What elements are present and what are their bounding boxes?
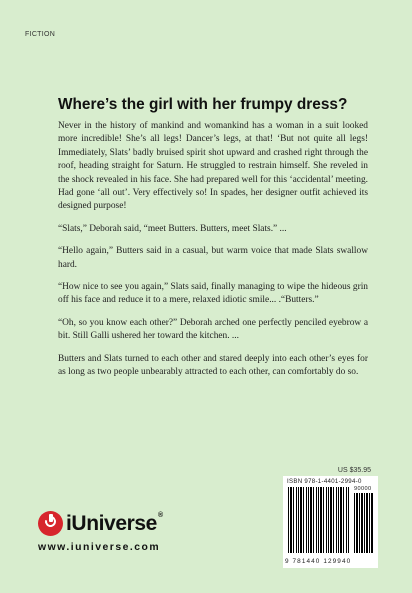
- barcode: [283, 476, 378, 568]
- barcode-addon-bars: [354, 493, 374, 553]
- publisher-name: iUniverse®: [66, 511, 163, 535]
- barcode-bars: [288, 487, 350, 553]
- isbn-text: ISBN 978-1-4401-2994-0: [287, 478, 362, 485]
- publisher-logo: [38, 511, 163, 536]
- price-label: US $35.95: [337, 467, 371, 474]
- headline: Where’s the girl with her frumpy dress?: [58, 96, 348, 113]
- barcode-addon-number: 90000: [354, 486, 372, 492]
- blurb: [58, 120, 368, 389]
- blurb-paragraph: Never in the history of mankind and womankind has a woman in a suit looked more incredible! She’s all legs! Dancer’s legs, at that! ‘But not quite all legs! Immediately, Slats’ badly bruised spirit shot upward and crashed right through the roof, heading straight for Saturn. He struggled to restrain himself. She reveled in the shock revealed in his face. She had prepared well for this ‘accidental’ meeting. Had gone ‘all out’. Very effectively so! In spades, her designer outfit achieved its designed purpose!: [58, 121, 368, 212]
- blurb-paragraph: “Slats,” Deborah said, “meet Butters. Butters, meet Slats.” ...: [58, 223, 287, 234]
- blurb-paragraph: “Hello again,” Butters said in a casual, but warm voice that made Slats swallow hard.: [58, 246, 368, 270]
- genre-label: FICTION: [25, 31, 56, 38]
- registered-mark: ®: [157, 511, 163, 519]
- iuniverse-logo-icon: [38, 511, 63, 536]
- blurb-paragraph: Butters and Slats turned to each other and stared deeply into each other’s eyes for as long as two people unbearably attracted to each other, can comfortably do so.: [58, 353, 368, 378]
- publisher-url: www.iuniverse.com: [38, 542, 161, 553]
- barcode-digits: 9 781440 129940: [285, 558, 352, 565]
- blurb-paragraph: “How nice to see you again,” Slats said, finally managing to wipe the hideous grin off his face and reduce it to a mere, relaxed idiotic smile... .“Butters.”: [58, 282, 368, 306]
- blurb-paragraph: “Oh, so you know each other?” Deborah arched one perfectly penciled eyebrow a bit. Still Galli ushered her toward the kitchen. ...: [58, 317, 368, 342]
